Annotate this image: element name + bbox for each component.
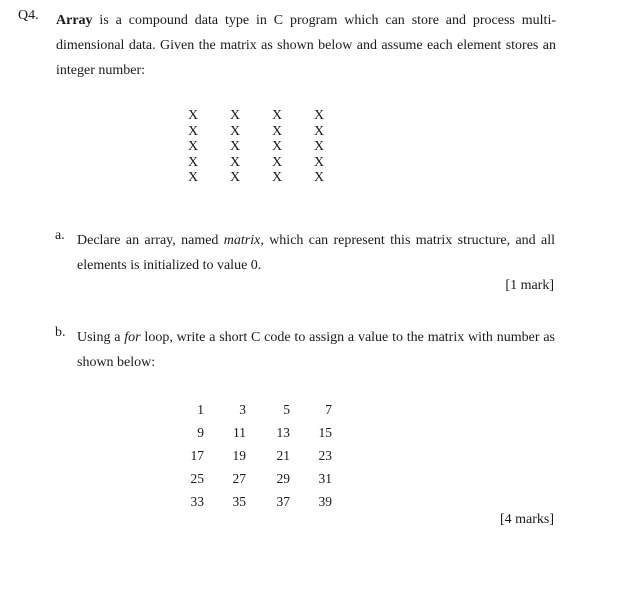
number-matrix-row: [178, 421, 332, 444]
number-matrix-cell: 27: [232, 471, 246, 486]
number-matrix-cell: 5: [283, 402, 290, 417]
x-matrix-row: [188, 108, 356, 124]
question-title: Array: [56, 13, 93, 28]
x-matrix-row: [188, 124, 356, 140]
number-matrix-cell: 11: [233, 425, 246, 440]
part-b-italic: for: [124, 330, 141, 345]
x-matrix-cell: X: [188, 170, 199, 185]
number-matrix-cell: 1: [197, 402, 204, 417]
x-matrix-cell: X: [230, 154, 241, 170]
number-matrix-cell: 35: [232, 494, 246, 509]
x-matrix-row: [188, 155, 356, 171]
number-matrix-cell: 21: [276, 448, 290, 463]
question-intro: [56, 8, 556, 83]
number-matrix-cell: 23: [318, 448, 332, 463]
x-matrix-cell: X: [188, 108, 199, 123]
x-matrix-cell: X: [188, 154, 199, 170]
x-matrix-cell: X: [272, 108, 283, 123]
number-matrix-cell: 9: [197, 425, 204, 440]
x-matrix-cell: X: [230, 123, 241, 139]
part-b-text-start: Using a: [77, 330, 125, 345]
x-matrix-cell: X: [188, 139, 199, 154]
number-matrix-cell: 39: [318, 494, 332, 509]
number-matrix-row: [178, 467, 332, 490]
x-matrix-cell: X: [230, 108, 241, 123]
part-b-text-end: loop, write a short C code to assign a value to the matrix with number as shown below:: [77, 330, 555, 370]
number-matrix-cell: 17: [190, 448, 204, 463]
question-intro-text: is a compound data type in C program which can store and process multi-dimensional data. Given the matrix as shown below and assume each element stores an integer number:: [56, 13, 556, 78]
number-matrix-row: [178, 398, 332, 421]
part-b-marks: [4 marks]: [499, 512, 554, 527]
number-matrix-cell: 37: [276, 494, 290, 509]
part-b-label: b.: [55, 325, 66, 340]
x-matrix-cell: X: [188, 123, 199, 139]
part-a-text-end: , which can represent this matrix structure, and all elements is initialized to value 0.: [77, 233, 555, 273]
x-matrix-cell: X: [314, 108, 325, 123]
x-matrix-cell: X: [272, 123, 283, 139]
part-b-text: [77, 325, 555, 375]
number-matrix-cell: 15: [318, 425, 332, 440]
x-matrix: [188, 108, 356, 186]
number-matrix: [178, 398, 332, 513]
question-number: Q4.: [18, 8, 39, 23]
number-matrix-row: [178, 444, 332, 467]
x-matrix-cell: X: [314, 170, 325, 185]
x-matrix-cell: X: [314, 139, 325, 154]
number-matrix-cell: 25: [190, 471, 204, 486]
x-matrix-cell: X: [272, 170, 283, 185]
x-matrix-cell: X: [314, 154, 325, 170]
x-matrix-row: [188, 170, 356, 186]
number-matrix-cell: 19: [232, 448, 246, 463]
number-matrix-cell: 31: [318, 471, 332, 486]
number-matrix-cell: 33: [190, 494, 204, 509]
x-matrix-row: [188, 139, 356, 155]
number-matrix-row: [178, 490, 332, 513]
number-matrix-cell: 13: [276, 425, 290, 440]
part-a-label: a.: [55, 228, 65, 243]
x-matrix-cell: X: [272, 139, 283, 154]
number-matrix-cell: 7: [325, 402, 332, 417]
x-matrix-cell: X: [230, 139, 241, 154]
x-matrix-cell: X: [314, 123, 325, 139]
number-matrix-cell: 29: [276, 471, 290, 486]
number-matrix-cell: 3: [239, 402, 246, 417]
part-a-text-start: Declare an array, named: [77, 233, 224, 248]
x-matrix-cell: X: [230, 170, 241, 185]
part-a-text: [77, 228, 555, 278]
part-a-italic: matrix: [223, 233, 261, 248]
x-matrix-cell: X: [272, 154, 283, 170]
part-a-marks: [1 mark]: [505, 278, 554, 293]
